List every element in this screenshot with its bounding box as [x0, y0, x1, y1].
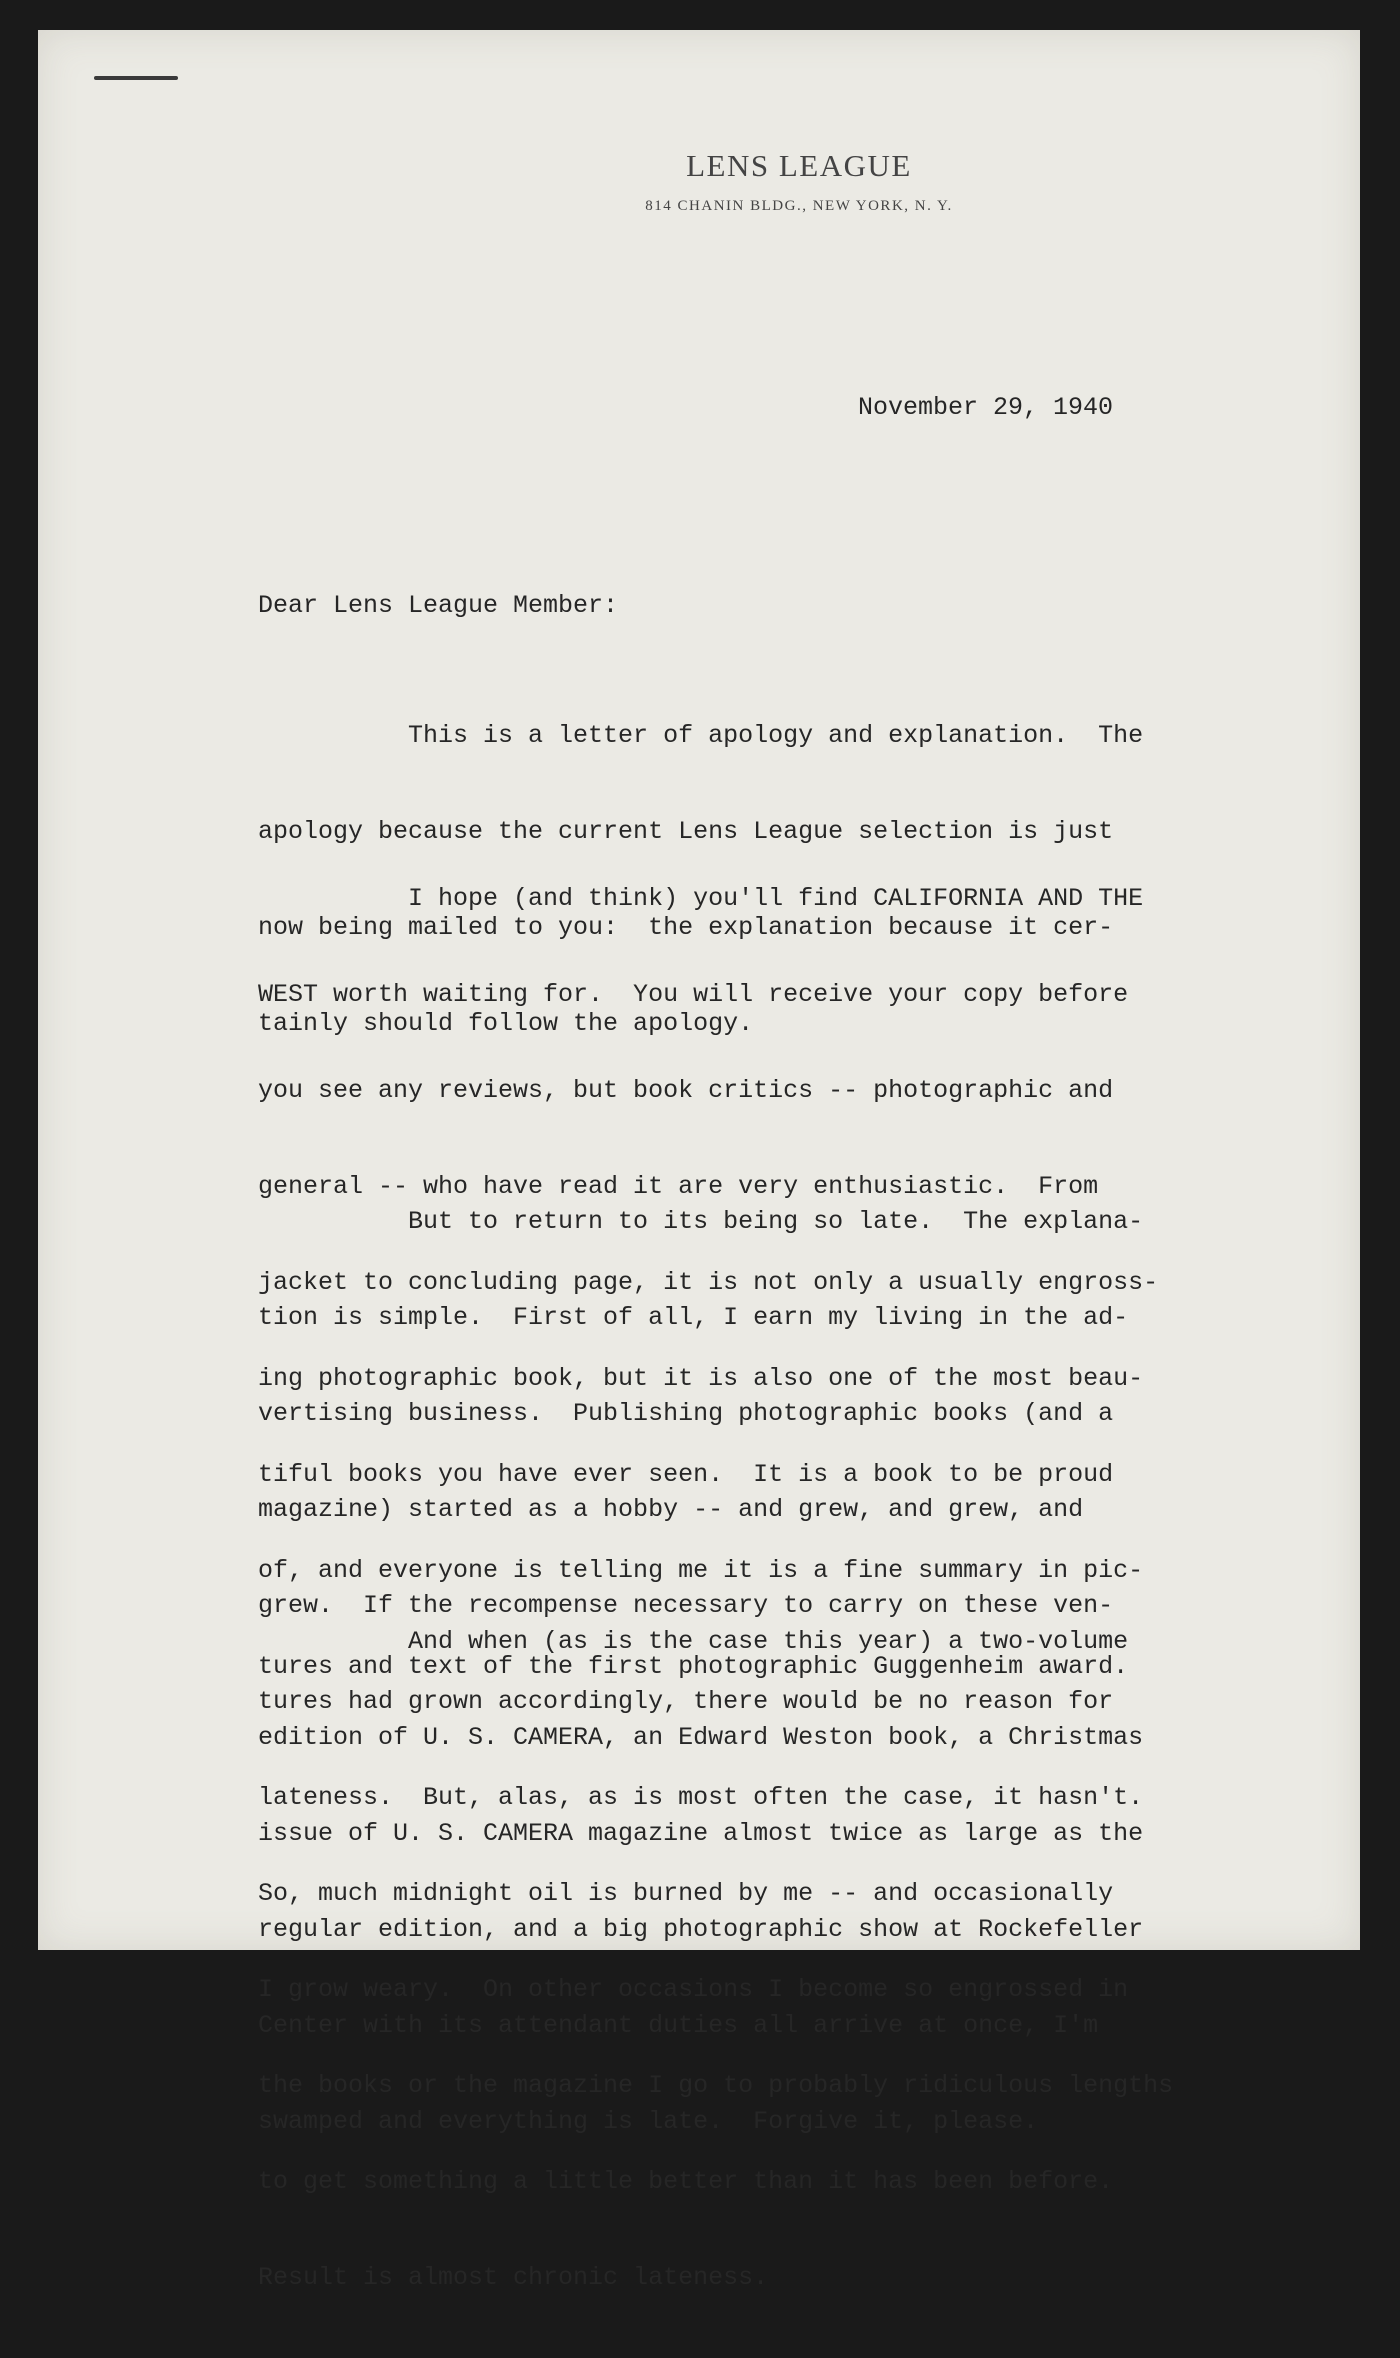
paragraph-line: WEST worth waiting for. You will receive your copy before: [258, 980, 1129, 1009]
paragraph-line: tainly should follow the apology.: [258, 1009, 754, 1038]
paragraph-line: lateness. But, alas, as is most often the case, it hasn't.: [258, 1783, 1144, 1812]
paragraph-line: of, and everyone is telling me it is a fine summary in pic-: [258, 1556, 1144, 1585]
paragraph-line: Result is almost chronic lateness.: [258, 2263, 769, 2292]
paragraph-line: So, much midnight oil is burned by me -- and occasionally: [258, 1879, 1114, 1908]
paragraph-line: tures had grown accordingly, there would be no reason for: [258, 1687, 1114, 1716]
paragraph-line: edition of U. S. CAMERA, an Edward Weston book, a Christmas: [258, 1723, 1144, 1752]
paragraph-4: [258, 1562, 1143, 2202]
paragraph-line: issue of U. S. CAMERA magazine almost twice as large as the: [258, 1819, 1144, 1848]
paragraph-line: tion is simple. First of all, I earn my living in the ad-: [258, 1303, 1129, 1332]
paragraph-line: Center with its attendant duties all arrive at once, I'm: [258, 2011, 1099, 2040]
paragraph-line: jacket to concluding page, it is not only a usually engross-: [258, 1268, 1159, 1297]
paragraph-line: ing photographic book, but it is also one of the most beau-: [258, 1364, 1144, 1393]
paragraph-line: grew. If the recompense necessary to carry on these ven-: [258, 1591, 1114, 1620]
paragraph-line: swamped and everything is late. Forgive it, please.: [258, 2107, 1039, 2136]
paragraph-line: And when (as is the case this year) a two-volume: [258, 1627, 1129, 1656]
paragraph-line: regular edition, and a big photographic show at Rockefeller: [258, 1915, 1144, 1944]
paragraph-line: tures and text of the first photographic Guggenheim award.: [258, 1652, 1129, 1681]
paragraph-line: magazine) started as a hobby -- and grew, and grew, and: [258, 1495, 1084, 1524]
paragraph-line: general -- who have read it are very enthusiastic. From: [258, 1172, 1099, 1201]
letter-page: [38, 30, 1360, 2292]
paragraph-line: to get something a little better than it has been before.: [258, 2167, 1114, 2196]
paragraph-line: you see any reviews, but book critics -- photographic and: [258, 1076, 1114, 1105]
corner-ink-mark: [94, 76, 178, 80]
paragraph-line: I hope (and think) you'll find CALIFORNIA AND THE: [258, 884, 1144, 913]
letterhead-address: 814 CHANIN BLDG., NEW YORK, N. Y.: [645, 198, 953, 214]
letter-date: November 29, 1940: [858, 393, 1114, 422]
paragraph-line: This is a letter of apology and explanation. The: [258, 721, 1144, 750]
paragraph-line: apology because the current Lens League selection is just: [258, 817, 1114, 846]
paragraph-line: now being mailed to you: the explanation because it cer-: [258, 913, 1114, 942]
paragraph-line: But to return to its being so late. The explana-: [258, 1207, 1144, 1236]
letterhead-name: LENS LEAGUE: [686, 148, 912, 183]
letter-salutation: Dear Lens League Member:: [258, 591, 619, 620]
paragraph-line: the books or the magazine I go to probably ridiculous lengths: [258, 2071, 1174, 2100]
paragraph-line: tiful books you have ever seen. It is a book to be proud: [258, 1460, 1114, 1489]
paragraph-line: I grow weary. On other occasions I become so engrossed in: [258, 1975, 1129, 2004]
paragraph-line: vertising business. Publishing photographic books (and a: [258, 1399, 1114, 1428]
